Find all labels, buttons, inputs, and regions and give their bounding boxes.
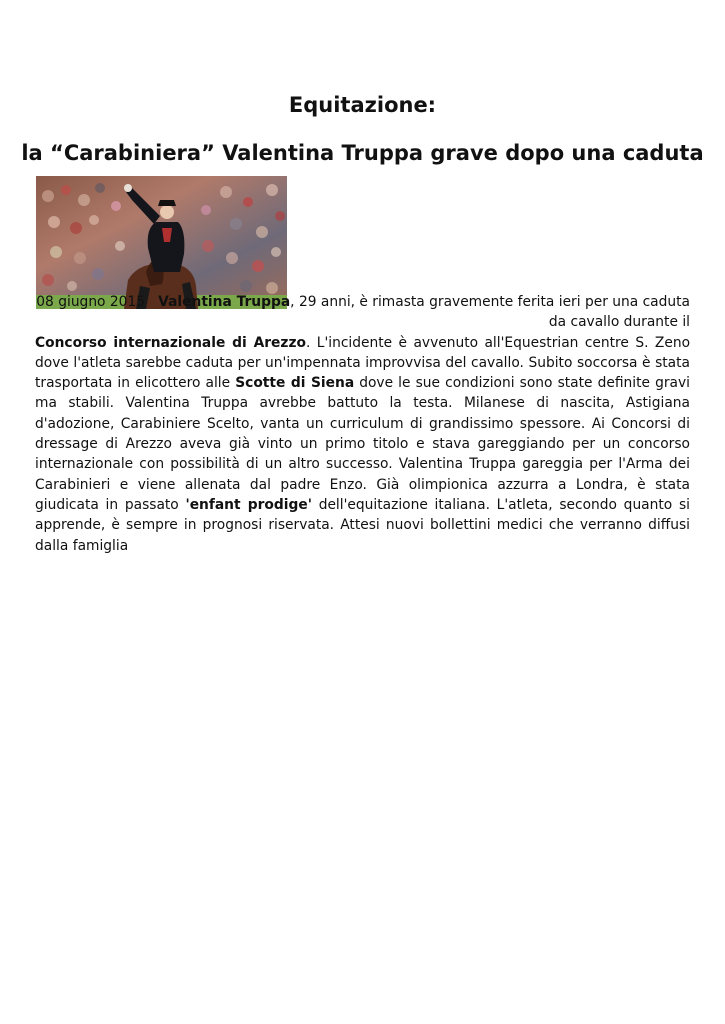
rider-photo — [36, 176, 287, 309]
body-text-run: . L'incidente è avvenuto all'Equestrian centre S. Zeno dove l'atleta sarebbe caduta per un'impennata improvvisa del cavallo. Subito soccorsa è stata trasportata in elicottero alle — [35, 334, 691, 392]
athlete-name: Valentina Truppa — [158, 294, 291, 310]
nickname-phrase: 'enfant prodige' — [185, 496, 312, 513]
section-kicker: Equitazione: — [288, 93, 437, 117]
article-headline: la “Carabiniera” Valentina Truppa grave dopo una caduta — [21, 141, 704, 165]
article-date: 08 giugno 2015 — [36, 294, 145, 310]
event-name: Concorso internazionale di Arezzo — [35, 334, 306, 351]
body-text-run: , 29 anni, è rimasta gravemente ferita ieri per una caduta da cavallo durante il — [290, 294, 690, 331]
body-text-run: dell'equitazione italiana. L'atleta, secondo quanto si apprende, è sempre in prognosi riservata. Attesi nuovi bollettini medici che verranno diffusi dalla famiglia — [35, 496, 690, 554]
body-text-run: dove le sue condizioni sono state definite gravi ma stabili. Valentina Truppa avrebbe battuto la testa. Milanese di nascita, Astigiana d'adozione, Carabiniere Scelto, vanta un curriculum di grandissimo spessore. Ai Concorsi di dressage di Arezzo aveva già vinto un primo titolo e stava gareggiando per un concorso internazionale con possibilità di un altro successo. Valentina Truppa gareggia per l'Arma dei Carabinieri e viene allenata dal padre Enzo. Già olimpionica azzurra a Londra, è stata giudicata in passato — [35, 375, 691, 513]
article-body — [35, 292, 690, 556]
hospital-name: Scotte di Siena — [235, 375, 355, 392]
first-line — [35, 292, 690, 333]
